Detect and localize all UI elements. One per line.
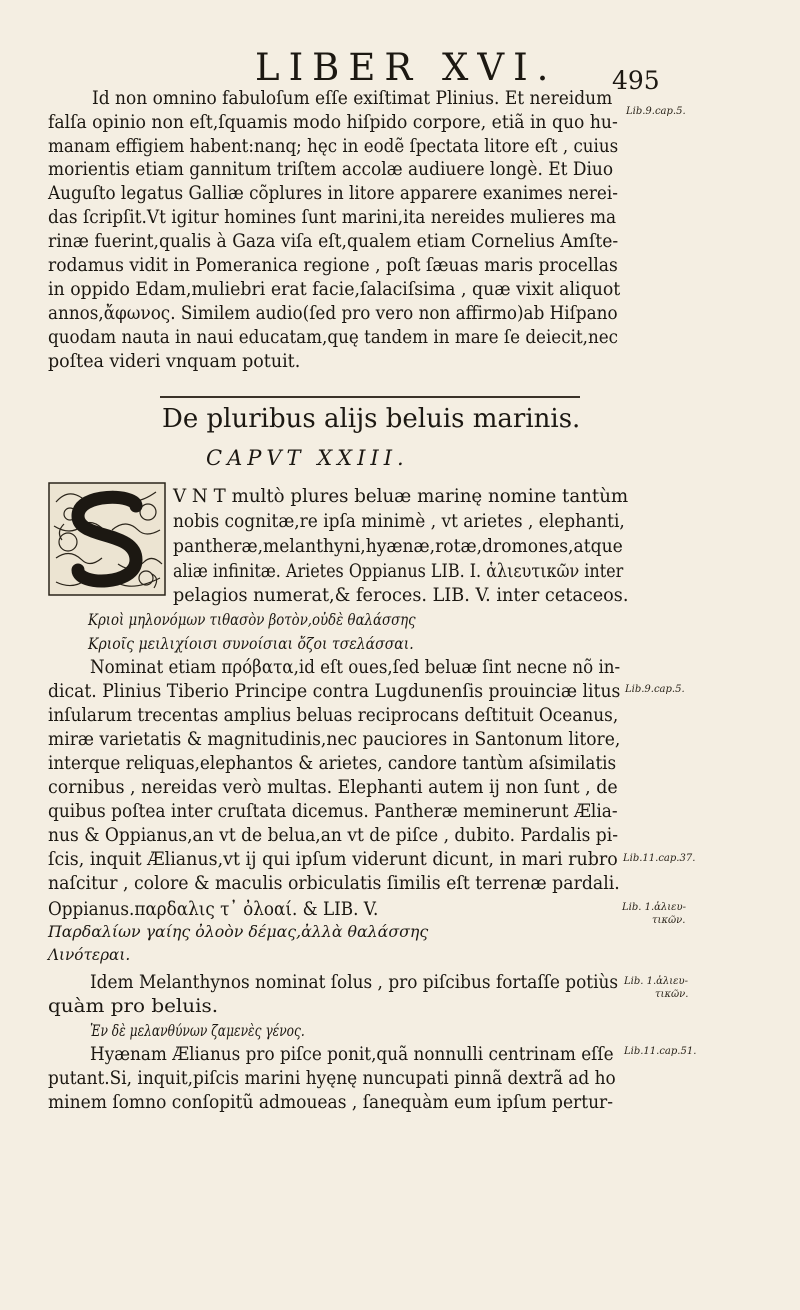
text-line: dicat. Plinius Tiberio Principe contra Lugdunenſis prouinciæ litus: [48, 680, 621, 702]
margin-note: Lib. 1.ἁλιευ-: [622, 902, 686, 913]
margin-note: Lib. 1.ἁλιευ-: [624, 976, 688, 987]
text-line: Nominat etiam πρόβατα,id eſt oues,ſed beluæ ſint necne nõ in-: [90, 656, 621, 678]
greek-verse: Κριοὶ μηλονόμων τιθασὸν βοτὸν,οὐδὲ θαλάσσης: [88, 610, 416, 629]
margin-note: Lib.9.cap.5.: [626, 106, 686, 117]
text-line: aliæ infinitæ. Arietes Oppianus LIB. I. ἁλιευτικῶν inter: [173, 560, 624, 582]
page-number: 495: [612, 66, 660, 95]
text-line: Auguſto legatus Galliæ cõplures in litore apparere exanimes nerei-: [48, 182, 618, 204]
running-title: LIBER XVI.: [255, 46, 558, 89]
margin-note: Lib.11.cap.37.: [623, 853, 696, 864]
text-line: minem ſomno conſopitũ admoueas , ſanequàm eum ipſum pertur-: [48, 1091, 613, 1113]
text-line: morientis etiam gannitum triſtem accolæ audiuere longè. Et Diuo: [48, 158, 614, 180]
text-line: V N T multò plures beluæ marinę nomine tantùm: [173, 485, 629, 507]
text-line: naſcitur , colore & maculis orbiculatis ſimilis eſt terrenæ pardali.: [48, 872, 620, 894]
text-line: falſa opinio non eſt,ſquamis modo hiſpido corpore, etiã in quo hu-: [48, 111, 618, 133]
chapter-title: De pluribus alijs beluis marinis.: [162, 404, 581, 434]
text-line: Id non omnino fabuloſum eſſe exiſtimat Plinius. Et nereidum: [92, 87, 613, 109]
text-line: nus & Oppianus,an vt de belua,an vt de piſce , dubito. Pardalis pi-: [48, 824, 618, 846]
text-line: pelagios numerat,& feroces. LIB. V. inter cetaceos.: [173, 584, 629, 606]
text-line: in oppido Edam,muliebri erat facie,ſalaciſsima , quæ vixit aliquot: [48, 278, 621, 300]
text-line: quàm pro beluis.: [48, 995, 219, 1017]
section-rule: [160, 396, 580, 398]
text-line: ſcis, inquit Ælianus,vt ij qui ipſum viderunt dicunt, in mari rubro: [48, 848, 618, 870]
greek-verse: Ἐν δὲ μελανθύνων ζαμενὲς γένος.: [90, 1021, 305, 1040]
margin-note: Lib.11.cap.51.: [624, 1046, 697, 1057]
greek-verse: Παρδαλίων γαίης ὀλοὸν δέμας,ἀλλὰ θαλάσσης: [48, 922, 429, 941]
chapter-number: CAPVT XXIII.: [206, 446, 409, 470]
text-line: quibus poſtea inter cruſtata dicemus. Pantheræ meminerunt Ælia-: [48, 800, 618, 822]
margin-note: τικῶν.: [652, 915, 686, 926]
text-line: interque reliquas,elephantos & arietes, candore tantùm aſsimilatis: [48, 752, 617, 774]
margin-note: Lib.9.cap.5.: [625, 684, 685, 695]
text-line: Hyænam Ælianus pro piſce ponit,quã nonnulli centrinam eſſe: [90, 1043, 614, 1065]
text-line: cornibus , nereidas verò multas. Elephanti autem ij non ſunt , de: [48, 776, 618, 798]
text-line: rodamus vidit in Pomeranica regione , poſt ſæuas maris procellas: [48, 254, 618, 276]
text-line: nobis cognitæ,re ipſa minimè , vt arietes , elephanti,: [173, 510, 625, 532]
text-line: das ſcripſit.Vt igitur homines ſunt marini,ita nereides mulieres ma: [48, 206, 617, 228]
text-line: Oppianus.παρδαλις τ᾽ ὀλοαί. & LIB. V.: [48, 898, 379, 920]
text-line: miræ varietatis & magnitudinis,nec pauciores in Santonum litore,: [48, 728, 621, 750]
text-line: putant.Si, inquit,piſcis marini hyęnę nuncupati pinnã dextrã ad ho: [48, 1067, 616, 1089]
text-line: quodam nauta in naui educatam,quę tandem in mare ſe deiecit,nec: [48, 326, 619, 348]
text-line: poſtea videri vnquam potuit.: [48, 350, 301, 372]
text-line: Idem Melanthynos nominat ſolus , pro piſcibus fortaſſe potiùs: [90, 971, 619, 993]
greek-verse: Κριοῖς μειλιχίοισι συνοίσιαι ὄζοι τσελάσσαι.: [88, 634, 414, 653]
greek-verse: Λινότεραι.: [48, 945, 131, 964]
decorated-initial-S-icon: [48, 482, 166, 596]
text-line: annos,ἄφωνος. Similem audio(ſed pro vero non affirmo)ab Hiſpano: [48, 302, 618, 324]
text-line: manam effigiem habent:nanq; hęc in eodẽ ſpectata litore eſt , cuius: [48, 135, 619, 157]
margin-note: τικῶν.: [655, 989, 689, 1000]
text-line: rinæ fuerint,qualis à Gaza viſa eſt,qualem etiam Cornelius Amſte-: [48, 230, 619, 252]
text-line: pantheræ,melanthyni,hyænæ,rotæ,dromones,atque: [173, 535, 623, 557]
text-line: inſularum trecentas amplius beluas reciprocans deſtituit Oceanus,: [48, 704, 619, 726]
